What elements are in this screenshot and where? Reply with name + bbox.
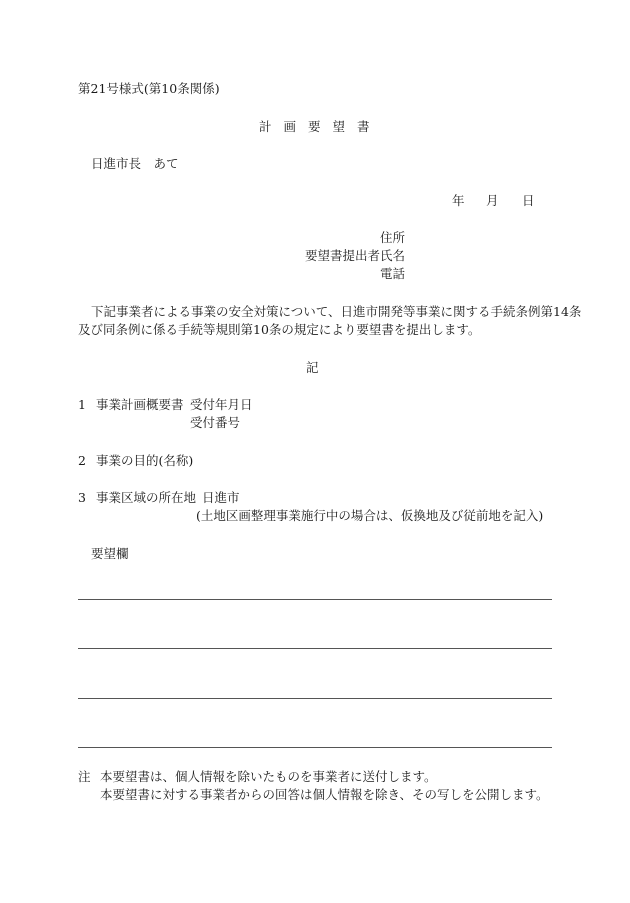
submitter-address-label: 住所 (379, 230, 405, 245)
submitter-phone-label: 電話 (379, 266, 405, 281)
date-year-label: 年 (452, 193, 465, 208)
date-month-label: 月 (486, 193, 499, 208)
form-number: 第21号様式(第10条関係) (78, 81, 220, 96)
ki-heading: 記 (306, 360, 319, 375)
item-3-number: 3 (78, 490, 86, 505)
item-3-label: 事業区域の所在地 (96, 490, 197, 505)
item-3-note: (土地区画整理事業施行中の場合は、仮換地及び従前地を記入) (196, 508, 544, 523)
body-line-1: 下記事業者による事業の安全対策について、日進市開発等事業に関する手続条例第14条 (91, 304, 582, 319)
request-line-4 (78, 747, 552, 748)
date-day-label: 日 (522, 193, 535, 208)
note-prefix: 注 (78, 769, 91, 784)
item-1-receipt-number-label: 受付番号 (190, 415, 241, 430)
request-line-2 (78, 648, 552, 649)
item-1-label: 事業計画概要書 (96, 397, 184, 412)
item-1-number: 1 (78, 397, 86, 412)
body-line-2: 及び同条例に係る手続等規則第10条の規定により要望書を提出します。 (78, 322, 481, 337)
item-2-number: 2 (78, 453, 86, 468)
request-label: 要望欄 (91, 546, 129, 561)
note-line-2: 本要望書に対する事業者からの回答は個人情報を除き、その写しを公開します。 (100, 787, 549, 802)
request-line-1 (78, 599, 552, 600)
page-title: 計画要望書 (259, 119, 382, 134)
item-1-receipt-date-label: 受付年月日 (190, 397, 253, 412)
note-line-1: 本要望書は、個人情報を除いたものを事業者に送付します。 (100, 769, 437, 784)
addressee: 日進市長 あて (91, 156, 179, 171)
item-3-value: 日進市 (202, 490, 240, 505)
item-2-label: 事業の目的(名称) (96, 453, 194, 468)
submitter-name-label: 要望書提出者氏名 (304, 248, 405, 263)
request-line-3 (78, 698, 552, 699)
